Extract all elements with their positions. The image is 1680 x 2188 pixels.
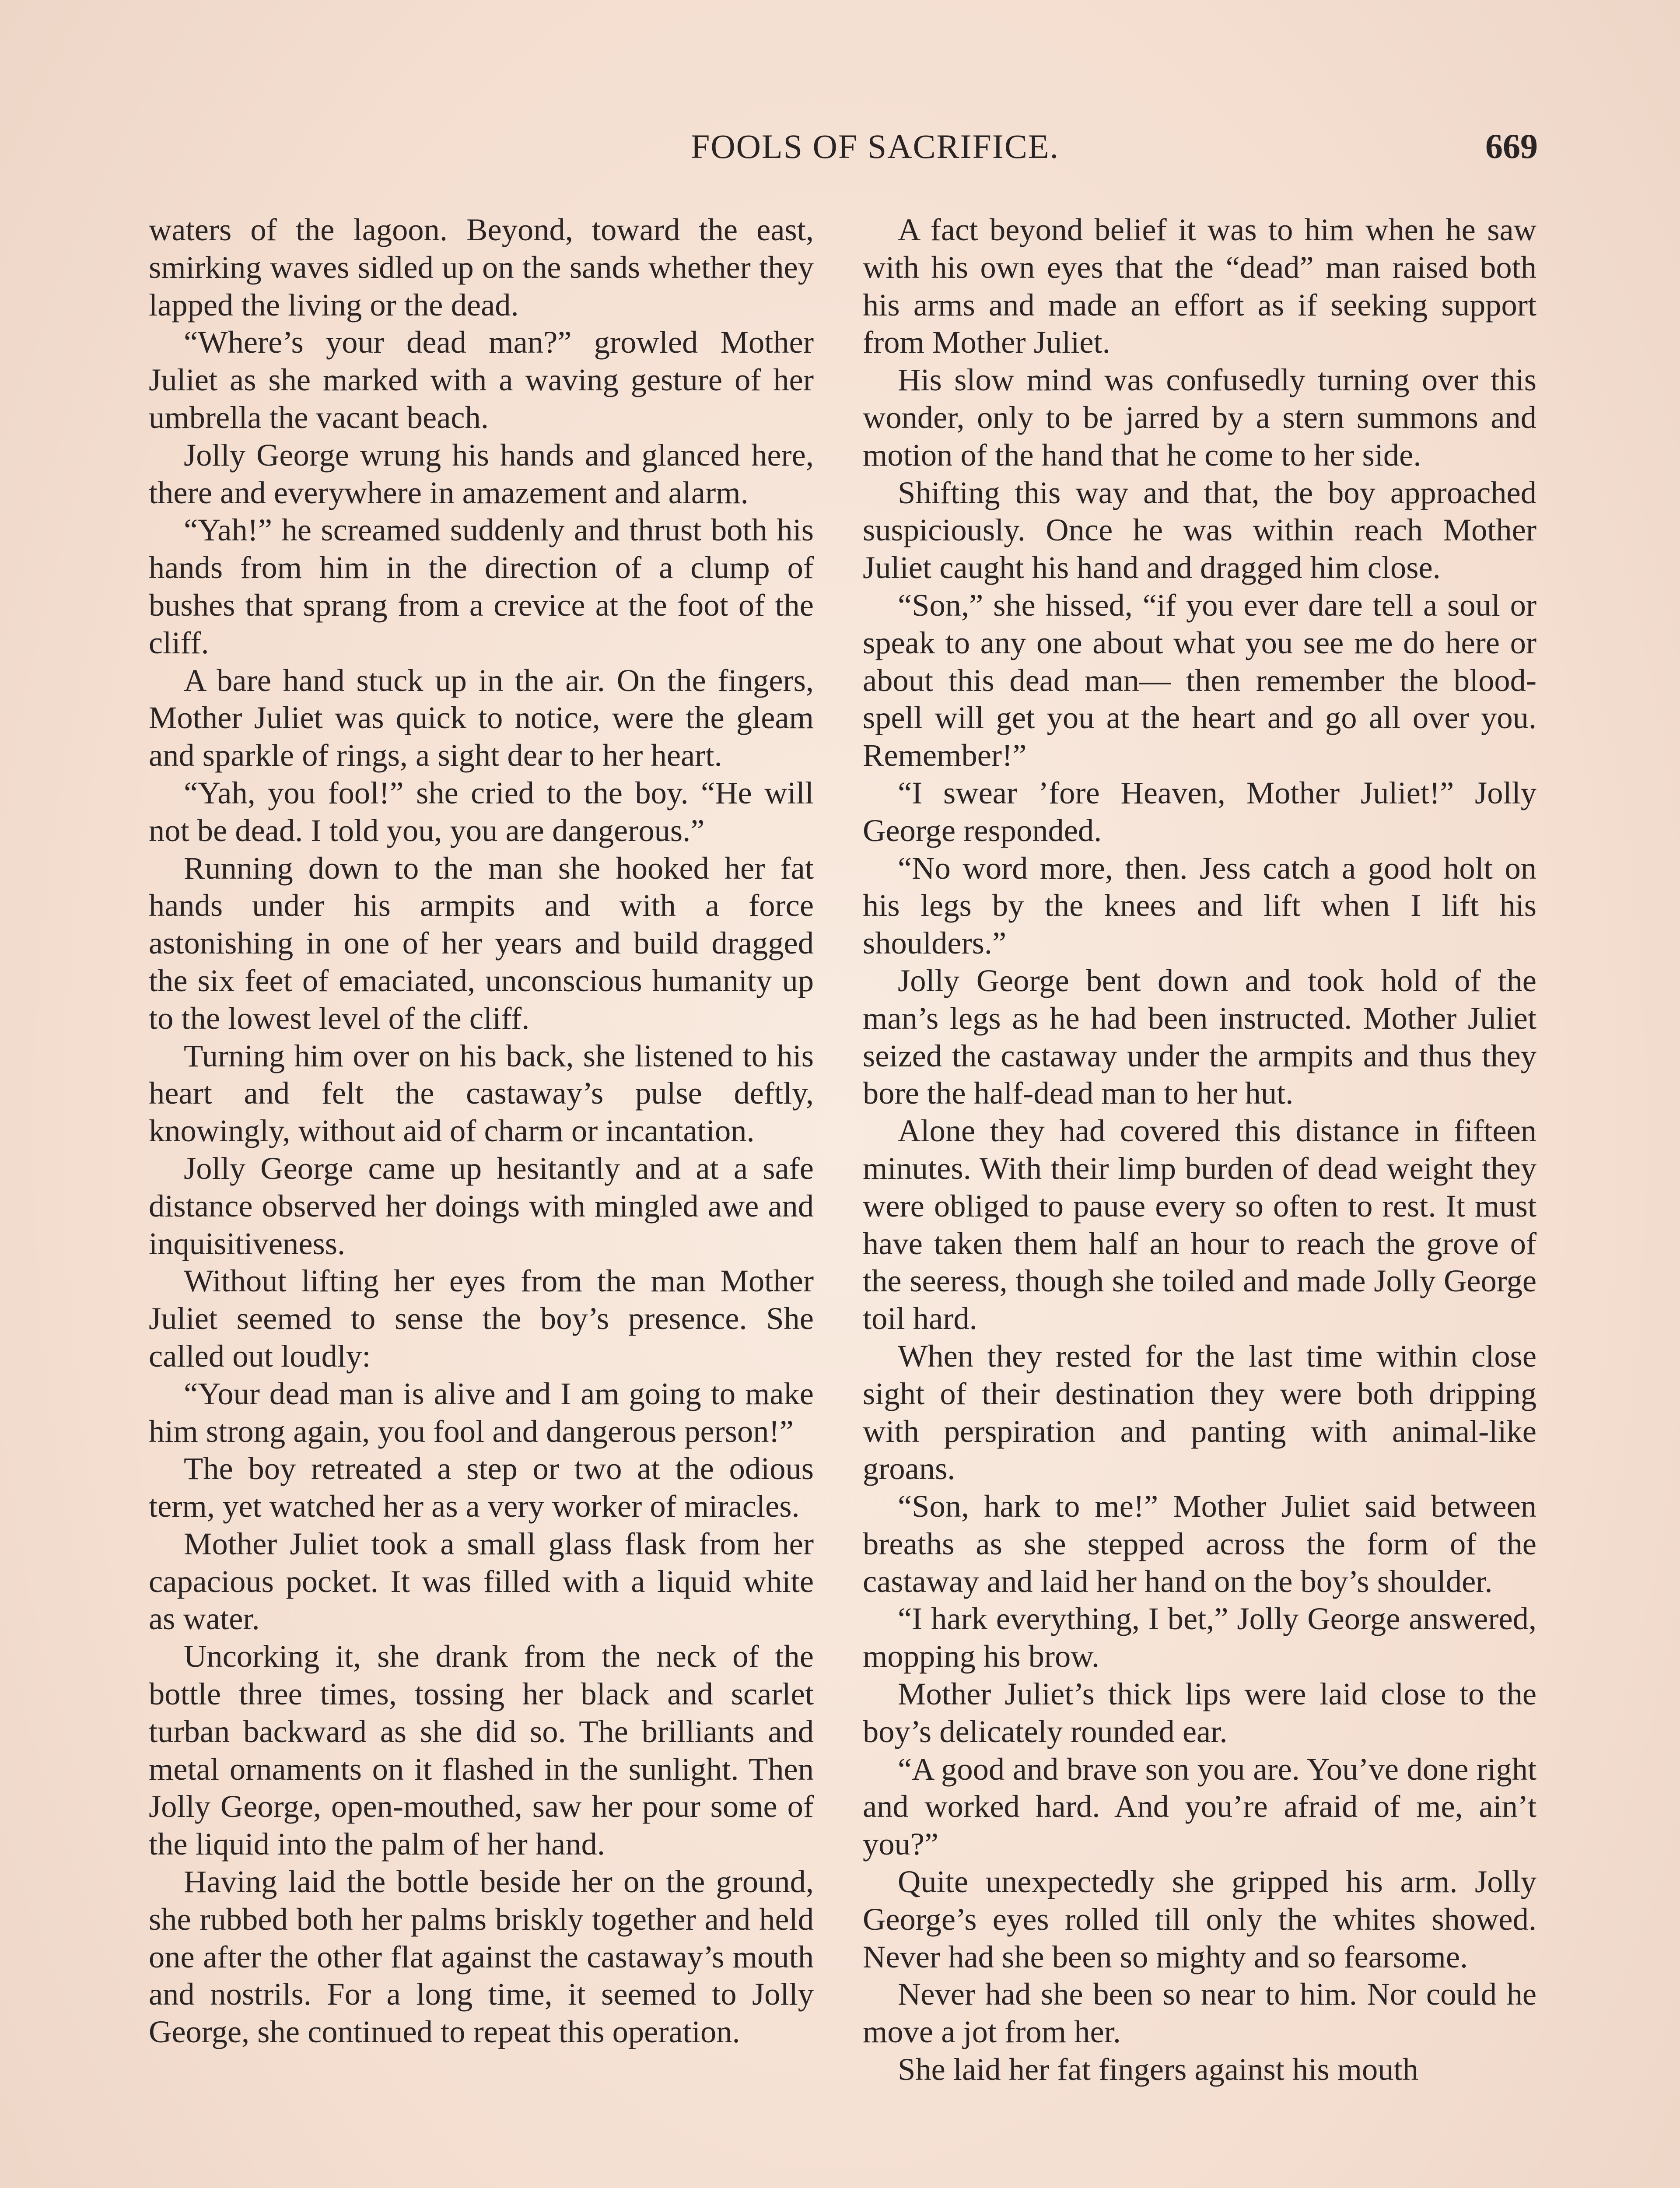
paragraph: Never had she been so near to him. Nor could he move a jot from her. bbox=[863, 1976, 1536, 2050]
page-number: 669 bbox=[1485, 127, 1538, 166]
paragraph: Jolly George wrung his hands and glanced here, there and everywhere in amazement and alarm. bbox=[149, 437, 814, 510]
paragraph: The boy retreated a step or two at the odious term, yet watched her as a very worker of miracles. bbox=[149, 1451, 814, 1524]
paragraph: “Where’s your dead man?” growled Mother Juliet as she marked with a waving gesture of her umbrella the vacant beach. bbox=[149, 324, 814, 435]
paragraph: Shifting this way and that, the boy approached suspiciously. Once he was within reach Mother Juliet caught his hand and dragged him close. bbox=[863, 474, 1536, 586]
paragraph: She laid her fat fingers against his mouth bbox=[898, 2051, 1418, 2087]
paragraph: Jolly George bent down and took hold of the man’s legs as he had been instructed. Mother Juliet seized the castaway under the armpits and thus they bore the half-dead man to her hut. bbox=[863, 962, 1536, 1111]
paragraph: “Son,” she hissed, “if you ever dare tell a soul or speak to any one about what you see me do here or about this dead man— then remember the blood-spell will get you at the heart and go all over you. Remember!” bbox=[863, 587, 1536, 773]
paragraph: Jolly George came up hesitantly and at a safe distance observed her doings with mingled awe and inquisitiveness. bbox=[149, 1150, 814, 1261]
paragraph: When they rested for the last time within close sight of their destination they were both dripping with perspiration and panting with animal-like groans. bbox=[863, 1338, 1536, 1487]
paragraph: Uncorking it, she drank from the neck of the bottle three times, tossing her black and scarlet turban backward as she did so. The brilliants and metal ornaments on it flashed in the sunlight. Then Jolly George, open-mouthed, saw her pour some of the liquid into the palm of her hand. bbox=[149, 1638, 814, 1862]
paragraph: Alone they had covered this distance in fifteen minutes. With their limp burden of dead weight they were obliged to pause every so often to rest. It must have taken them half an hour to reach the grove of the seeress, though she toiled and made Jolly George toil hard. bbox=[863, 1113, 1536, 1336]
paragraph: Having laid the bottle beside her on the ground, she rubbed both her palms briskly together and held one after the other flat against the castaway’s mouth and nostrils. For a long time, it seemed to Jolly George, she continued to repeat this operation. bbox=[149, 1864, 814, 2050]
paragraph: A bare hand stuck up in the air. On the fingers, Mother Juliet was quick to notice, were the gleam and sparkle of rings, a sight dear to her heart. bbox=[149, 662, 814, 773]
paragraph: “Son, hark to me!” Mother Juliet said between breaths as she stepped across the form of the castaway and laid her hand on the boy’s shoulder. bbox=[863, 1488, 1536, 1599]
left-column bbox=[149, 211, 814, 2051]
paragraph: “Yah, you fool!” she cried to the boy. “He will not be dead. I told you, you are dangerous.” bbox=[149, 775, 814, 848]
paragraph: “Your dead man is alive and I am going to make him strong again, you fool and dangerous person!” bbox=[149, 1375, 814, 1449]
paragraph: “I swear ’fore Heaven, Mother Juliet!” Jolly George responded. bbox=[863, 775, 1536, 848]
right-column bbox=[863, 211, 1536, 2088]
paragraph: “I hark everything, I bet,” Jolly George answered, mopping his brow. bbox=[863, 1601, 1536, 1674]
paragraph: Turning him over on his back, she listened to his heart and felt the castaway’s pulse deftly, knowingly, without aid of charm or incantation. bbox=[149, 1038, 814, 1149]
paragraph: “No word more, then. Jess catch a good holt on his legs by the knees and lift when I lift his shoulders.” bbox=[863, 850, 1536, 961]
paragraph: “Yah!” he screamed suddenly and thrust both his hands from him in the direction of a clump of bushes that sprang from a crevice at the foot of the cliff. bbox=[149, 512, 814, 660]
paragraph: Running down to the man she hooked her fat hands under his armpits and with a force astonishing in one of her years and build dragged the six feet of emaciated, unconscious humanity up to the lowest level of the cliff. bbox=[149, 850, 814, 1036]
paragraph: Mother Juliet took a small glass flask from her capacious pocket. It was filled with a liquid white as water. bbox=[149, 1525, 814, 1637]
paragraph: waters of the lagoon. Beyond, toward the east, smirking waves sidled up on the sands whether they lapped the living or the dead. bbox=[149, 212, 814, 323]
running-head-title: FOOLS OF SACRIFICE. bbox=[690, 127, 1060, 165]
paragraph: Mother Juliet’s thick lips were laid close to the boy’s delicately rounded ear. bbox=[863, 1676, 1536, 1749]
paragraph: Without lifting her eyes from the man Mother Juliet seemed to sense the boy’s presence. She called out loudly: bbox=[149, 1263, 814, 1374]
paragraph: His slow mind was confusedly turning over this wonder, only to be jarred by a stern summons and motion of the hand that he come to her side. bbox=[863, 362, 1536, 473]
paragraph: A fact beyond belief it was to him when he saw with his own eyes that the “dead” man raised both his arms and made an effort as if seeking support from Mother Juliet. bbox=[863, 212, 1536, 360]
paragraph: Quite unexpectedly she gripped his arm. Jolly George’s eyes rolled till only the whites showed. Never had she been so mighty and so fearsome. bbox=[863, 1864, 1536, 1974]
paragraph: “A good and brave son you are. You’ve done right and worked hard. And you’re afraid of me, ain’t you?” bbox=[863, 1751, 1536, 1862]
